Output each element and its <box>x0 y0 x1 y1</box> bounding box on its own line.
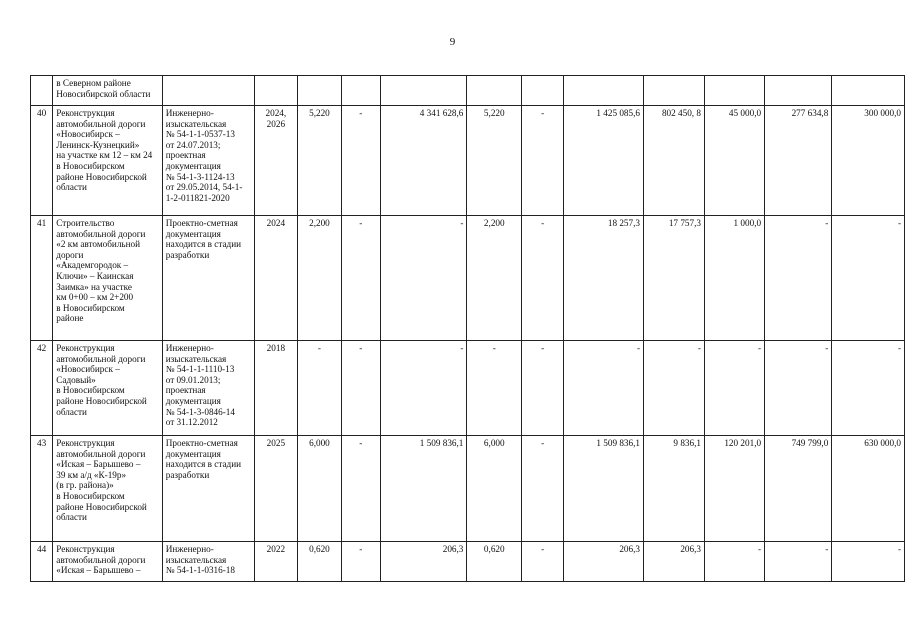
value-cell-4: - <box>467 341 522 436</box>
value-cell-3 <box>380 76 467 106</box>
value-cell-9 <box>765 76 832 106</box>
object-name: Реконструкция автомобильной дороги «Иская – Барышево – <box>53 542 162 582</box>
value-cell-4 <box>467 76 522 106</box>
value-cell-8 <box>704 76 764 106</box>
value-cell-8: 45 000,0 <box>704 106 764 216</box>
year-cell: 2022 <box>254 542 297 582</box>
object-name: Строительство автомобильной дороги «2 км автомобильной дороги «Академгородок – Ключи» – Каинская Заимка» на участке км 0+00 – км 2+200 в Новосибирском районе <box>53 216 162 341</box>
year-cell: 2018 <box>254 341 297 436</box>
value-cell-5: - <box>522 542 564 582</box>
value-cell-10: - <box>832 341 905 436</box>
value-cell-6: - <box>564 341 644 436</box>
row-number: 40 <box>31 106 53 216</box>
value-cell-9: 277 634,8 <box>765 106 832 216</box>
value-cell-9: - <box>765 216 832 341</box>
value-cell-8: - <box>704 542 764 582</box>
value-cell-2: - <box>341 436 380 542</box>
length-cell: 5,220 <box>297 106 341 216</box>
road-projects-table <box>30 75 905 582</box>
documentation: Инженерно- изыскательская № 54-1-1-1110-13 от 09.01.2013; проектная документация № 54-1-3-0846-14 от 31.12.2012 <box>162 341 254 436</box>
value-cell-3: - <box>380 341 467 436</box>
value-cell-4: 6,000 <box>467 436 522 542</box>
value-cell-3: - <box>380 216 467 341</box>
table-row <box>31 542 905 582</box>
object-name: Реконструкция автомобильной дороги «Новосибирск – Садовый» в Новосибирском районе Новосибирской области <box>53 341 162 436</box>
value-cell-10 <box>832 76 905 106</box>
length-cell <box>297 76 341 106</box>
row-number <box>31 76 53 106</box>
value-cell-2: - <box>341 341 380 436</box>
value-cell-2: - <box>341 106 380 216</box>
year-cell <box>254 76 297 106</box>
object-name: в Северном районе Новосибирской области <box>53 76 162 106</box>
length-cell: - <box>297 341 341 436</box>
value-cell-10: 300 000,0 <box>832 106 905 216</box>
object-name: Реконструкция автомобильной дороги «Новосибирск – Ленинск-Кузнецкий» на участке км 12 – км 24 в Новосибирском районе Новосибирской области <box>53 106 162 216</box>
documentation <box>162 76 254 106</box>
row-number: 41 <box>31 216 53 341</box>
value-cell-7: - <box>644 341 705 436</box>
year-cell: 2025 <box>254 436 297 542</box>
row-number: 42 <box>31 341 53 436</box>
row-number: 43 <box>31 436 53 542</box>
value-cell-10: 630 000,0 <box>832 436 905 542</box>
value-cell-9: - <box>765 542 832 582</box>
value-cell-3: 1 509 836,1 <box>380 436 467 542</box>
value-cell-6: 206,3 <box>564 542 644 582</box>
value-cell-4: 2,200 <box>467 216 522 341</box>
value-cell-7: 206,3 <box>644 542 705 582</box>
length-cell: 6,000 <box>297 436 341 542</box>
value-cell-5: - <box>522 436 564 542</box>
table-row <box>31 76 905 106</box>
page-number: 9 <box>449 36 456 48</box>
table-row <box>31 106 905 216</box>
value-cell-4: 5,220 <box>467 106 522 216</box>
value-cell-10: - <box>832 216 905 341</box>
object-name: Реконструкция автомобильной дороги «Иская – Барышево – 39 км а/д «К-19р» (в гр. района)» в Новосибирском районе Новосибирской области <box>53 436 162 542</box>
value-cell-9: 749 799,0 <box>765 436 832 542</box>
year-cell: 2024 <box>254 216 297 341</box>
value-cell-6 <box>564 76 644 106</box>
value-cell-8: - <box>704 341 764 436</box>
value-cell-8: 1 000,0 <box>704 216 764 341</box>
year-cell: 2024, 2026 <box>254 106 297 216</box>
value-cell-2: - <box>341 216 380 341</box>
value-cell-4: 0,620 <box>467 542 522 582</box>
table-row <box>31 216 905 341</box>
value-cell-2: - <box>341 542 380 582</box>
value-cell-8: 120 201,0 <box>704 436 764 542</box>
value-cell-2 <box>341 76 380 106</box>
value-cell-5: - <box>522 106 564 216</box>
length-cell: 0,620 <box>297 542 341 582</box>
table-row <box>31 341 905 436</box>
value-cell-7 <box>644 76 705 106</box>
value-cell-5: - <box>522 216 564 341</box>
value-cell-7: 9 836,1 <box>644 436 705 542</box>
value-cell-6: 18 257,3 <box>564 216 644 341</box>
documentation: Инженерно- изыскательская № 54-1-1-0316-18 <box>162 542 254 582</box>
documentation: Проектно-сметная документация находится в стадии разработки <box>162 436 254 542</box>
value-cell-6: 1 509 836,1 <box>564 436 644 542</box>
value-cell-3: 4 341 628,6 <box>380 106 467 216</box>
length-cell: 2,200 <box>297 216 341 341</box>
value-cell-9: - <box>765 341 832 436</box>
value-cell-7: 17 757,3 <box>644 216 705 341</box>
value-cell-5 <box>522 76 564 106</box>
row-number: 44 <box>31 542 53 582</box>
documentation: Проектно-сметная документация находится в стадии разработки <box>162 216 254 341</box>
value-cell-10: - <box>832 542 905 582</box>
value-cell-5: - <box>522 341 564 436</box>
value-cell-3: 206,3 <box>380 542 467 582</box>
table-row <box>31 436 905 542</box>
documentation: Инженерно- изыскательская № 54-1-1-0537-13 от 24.07.2013; проектная документация № 54-1-3-1124-13 от 29.05.2014, 54-1- 1-2-011821-2020 <box>162 106 254 216</box>
value-cell-7: 802 450, 8 <box>644 106 705 216</box>
value-cell-6: 1 425 085,6 <box>564 106 644 216</box>
